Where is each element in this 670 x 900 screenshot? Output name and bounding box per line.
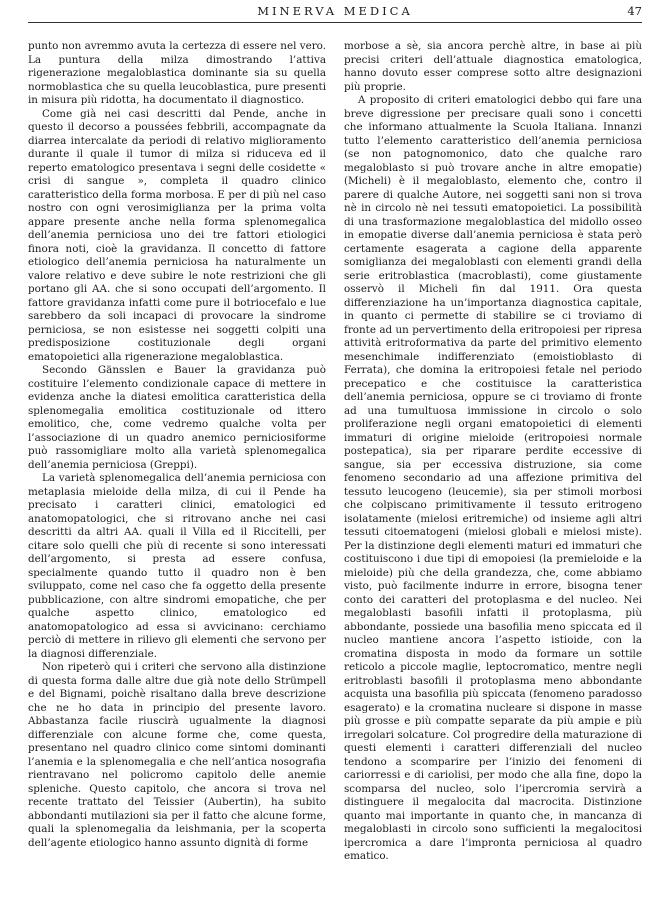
journal-title: MINERVA MEDICA — [257, 4, 413, 18]
paragraph: A proposito di criteri ematologici debbo qui fare una breve digressione per precisare quali sono i concetti che informano attualmente la Scuola Italiana. Innanzi tutto l’elemento caratteristico dell’anemia perniciosa (se non patognomonico, dato che qualche raro megaloblasto si può trovare anche in altre emopatie) (Micheli) è il megaloblasto, elemento che, contro il parere di qualche Autore, nei soggetti sani non si trova nè in circolo nè nei tessuti ematopoietici. La possibilità di una trasformazione megaloblastica del midollo osseo in emopatie diverse dall’anemia perniciosa è stata però certamente esagerata a cagione della apparente somiglianza dei megaloblasti con elementi grandi della serie eritroblastica (macroblasti), come giustamente osservò il Micheli fin dal 1911. Ora questa differenziazione ha un’importanza diagnostica capitale, in quanto ci permette di stabilire se ci troviamo di fronte ad un pervertimento della eritropoiesi per ripresa attività eritroformativa da parte del primitivo elemento mesenchimale indifferenziato (emoistioblasto di Ferrata), che domina la eritropoiesi fetale nel periodo precepatico e che costituisce la caratteristica dell’anemia perniciosa, oppure se ci troviamo di fronte ad una tumultuosa immissione in circolo o solo proliferazione negli organi ematopoietici di elementi immaturi di origine mieloide (eritropoiesi normale postepatica), sia per riparare perdite eccessive di sangue, sia per eccessiva distruzione, sia come fenomeno secondario ad una affezione primitiva del tessuto leucogeno (leucemie), sia per stimoli morbosi che colpiscano primitivamente il tessuto eritrogeno isolatamente (mielosi eritremiche) od insieme agli altri tessuti citoematogeni (mielosi globali e mielosi miste). Per la distinzione degli elementi maturi ed immaturi che costituiscono i due tipi di emopoiesi (la premieloide e la mieloide) più che della grandezza, che, come abbiamo visto, può facilmente indurre in errore, bisogna tener conto dei caratteri del protoplasma e del nucleo. Nei megaloblasti basofili infatti il protoplasma, più abbondante, possiede una basofilia meno spiccata ed il nucleo mantiene ancora l’aspetto istioide, con la cromatina disposta in modo da formare un sottile reticolo a piccole maglie, leptocromatico, mentre negli eritroblasti basofili il protoplasma meno abbondante acquista una basofilia più spiccata (fenomeno paradosso esagerato) e la cromatina nucleare si dispone in masse più grosse e più compatte separate da più ampie e più irregolari solcature. Col progredire della maturazione di questi elementi i caratteri differenziali del nucleo tendono a scomparire per l’inizio dei fenomeni di cariorressi e di cariolisi, per modo che alla fine, dopo la scomparsa del nucleo, solo l’ipercromia servirà a distinguere il megalocita dal macrocita. Distinzione quanto mai importante in quanto che, in mancanza di megaloblasti in circolo sono sufficienti la megalocitosi ipercromica a dare l’impronta perniciosa al quadro ematico. — [344, 94, 642, 862]
paragraph: La varietà splenomegalica dell’anemia perniciosa con metaplasia mieloide della milza, di cui il Pende ha precisato i caratteri clinici, ematologici ed anatomopatologici, che si ritrovano anche nei casi descritti da altri AA. quali il Villa ed il Riccitelli, per citare solo quelli che più di recente si sono interessati dell’argomento, si presta ad essere confusa, specialmente quando tutto il quadro non è ben sviluppato, come nel caso che fa oggetto della presente pubblicazione, con altre sindromi emopatiche, che per qualche aspetto clinico, ematologico ed anatomopatologico ad essa si avvicinano: cerchiamo perciò di mettere in rilievo gli elementi che servono per la diagnosi differenziale. — [28, 472, 326, 660]
paragraph: Secondo Gänsslen e Bauer la gravidanza può costituire l’elemento condizionale capace di mettere in evidenza anche la diatesi emolitica caratteristica della splenomegalia emolitica costituzionale od ittero emolitico, che, come vedremo qualche volta per l’associazione di un quadro anemico perniciosiforme può rassomigliare molto alla varietà splenomegalica dell’anemia perniciosa (Greppi). — [28, 364, 326, 471]
paragraph: Non ripeterò qui i criteri che servono alla distinzione di questa forma dalle altre due già note dello Strümpell e del Bignami, poichè risaltano dalla breve descrizione che ne ho data in principio del presente lavoro. Abbastanza facile riuscirà ugualmente la diagnosi differenziale con alcune forme che, come questa, presentano nel quadro clinico come sintomi dominanti l’anemia e la splenomegalia e che nell’antica nosografia rientravano nel policromo capitolo delle anemie spleniche. Questo capitolo, che ancora si trova nel recente trattato del Teissier (Aubertin), ha subito abbondanti mutilazioni sia per il fatto che alcune forme, quali la splenomegalia da leishmania, per la scoperta dell’agente etiologico hanno assunto dignità di forme — [28, 661, 326, 849]
right-column — [344, 40, 642, 892]
page-header — [28, 2, 642, 23]
paragraph: morbose a sè, sia ancora perchè altre, in base ai più precisi criteri dell’attuale diagnostica ematologica, hanno dovuto esser comprese sotto altre designazioni più proprie. — [344, 40, 642, 93]
page-number: 47 — [627, 4, 642, 18]
paragraph: punto non avremmo avuta la certezza di essere nel vero. La puntura della milza dimostrando l’attiva rigenerazione megaloblastica dominante sia su quella normoblastica che su quella leucoblastica, pure presenti in misura più ridotta, ha documentato il diagnostico. — [28, 40, 326, 106]
left-column — [28, 40, 326, 892]
paragraph: Come già nei casi descritti dal Pende, anche in questo il decorso a poussées febbrili, accompagnate da diarrea intercalate da periodi di relativo miglioramento durante il quale il tumor di milza si riduceva ed il reperto ematologico presentava i segni delle cosidette « crisi di sangue », completa il quadro clinico caratteristico della forma morbosa. E per di più nel caso nostro con ogni verosimiglianza per la prima volta appare presente anche nella forma splenomegalica dell’anemia perniciosa uno dei tre fattori etiologici finora noti, cioè la gravidanza. Il concetto di fattore etiologico dell’anemia perniciosa ha naturalmente un valore relativo e deve subire le note restrizioni che gli portano gli AA. che si sono occupati dell’argomento. Il fattore gravidanza infatti come pure il botriocefalo e lue sarebbero da soli incapaci di provocare la sindrome perniciosa, se non esistesse nei soggetti colpiti una predisposizione costituzionale degli organi ematopoietici alla rigenerazione megaloblastica. — [28, 107, 326, 363]
article-body — [28, 40, 642, 892]
